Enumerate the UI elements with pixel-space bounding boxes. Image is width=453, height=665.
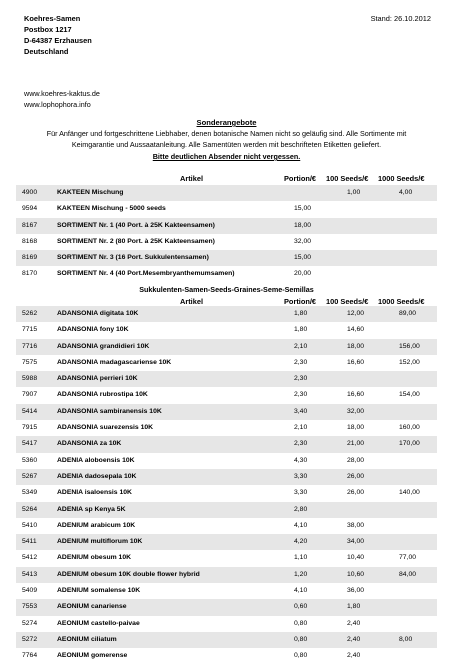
date-stamp: Stand: 26.10.2012 — [370, 14, 431, 23]
table-row: 5272 AEONIUM ciliatum 0,80 2,40 8,00 — [16, 632, 437, 648]
address-street: Postbox 1217 — [24, 25, 72, 34]
col-portion-2: Portion/€ — [284, 297, 317, 306]
table-row: 7715 ADANSONIA fony 10K 1,80 14,60 — [22, 326, 365, 334]
table-row: 7575 ADANSONIA madagascariense 10K 2,30 16,60 152,00 — [22, 358, 420, 366]
web-links — [24, 88, 100, 110]
address-city: D-64387 Erzhausen — [24, 36, 92, 45]
table-row: 8169 SORTIMENT Nr. 3 (16 Port. Sukkulentensamen) 15,00 — [16, 250, 437, 266]
offers-table — [16, 185, 437, 283]
offers-title: Sonderangebote — [196, 118, 257, 127]
col-100-seeds: 100 Seeds/€ — [326, 174, 369, 183]
address-country: Deutschland — [24, 47, 69, 56]
col-artikel: Artikel — [180, 174, 204, 183]
table-row: 5414 ADANSONIA sambiranensis 10K 3,40 32,00 — [16, 404, 437, 420]
table-row: 5988 ADANSONIA perrieri 10K 2,30 — [16, 371, 437, 387]
table-row: 5413 ADENIUM obesum 10K double flower hybrid 1,20 10,60 84,00 — [16, 567, 437, 583]
table-row: 7716 ADANSONIA grandidieri 10K 2,10 18,00 156,00 — [16, 339, 437, 355]
intro-line-2: Keimgarantie und Aussaatanleitung. Alle Samentüten werden mit beschrifteten Etiketten geliefert. — [71, 140, 382, 149]
table-row: 5264 ADENIA sp Kenya 5K 2,80 — [16, 502, 437, 518]
table-row: 5410 ADENIUM arabicum 10K 4,10 38,00 — [22, 521, 365, 529]
table-row: 5411 ADENIUM multiflorum 10K 4,20 34,00 — [16, 534, 437, 550]
table-row: 5360 ADENIA aloboensis 10K 4,30 28,00 — [22, 456, 365, 464]
website-link-1[interactable]: www.koehres-kaktus.de — [24, 89, 100, 98]
col-100-seeds-2: 100 Seeds/€ — [326, 297, 369, 306]
website-link-2[interactable]: www.lophophora.info — [24, 100, 91, 109]
table-row: 5349 ADENIA isaloensis 10K 3,30 26,00 140,00 — [22, 489, 420, 497]
table-row: 5417 ADANSONIA za 10K 2,30 21,00 170,00 — [16, 436, 437, 452]
table-row: 5412 ADENIUM obesum 10K 1,10 10,40 77,00 — [22, 554, 417, 562]
col-1000-seeds: 1000 Seeds/€ — [378, 174, 425, 183]
table-row: 5262 ADANSONIA digitata 10K 1,80 12,00 89,00 — [16, 306, 437, 322]
table-row: 7553 AEONIUM canariense 0,60 1,80 — [16, 599, 437, 615]
table-row: 5409 ADENIUM somalense 10K 4,10 36,00 — [22, 587, 365, 595]
table-row: 7764 AEONIUM gomerense 0,80 2,40 — [22, 652, 361, 660]
intro-line-3: Bitte deutlichen Absender nicht vergessen. — [152, 152, 301, 161]
company-address — [24, 13, 92, 57]
table-row: 7915 ADANSONIA suarezensis 10K 2,10 18,00 160,00 — [22, 424, 420, 432]
seeds-table — [16, 306, 437, 665]
table-row: 4900 KAKTEEN Mischung 1,00 4,00 — [16, 185, 437, 201]
company-name: Koehres-Samen — [24, 14, 81, 23]
table-row: 5274 AEONIUM castello-paivae 0,80 2,40 — [22, 619, 361, 627]
intro-line-1: Für Anfänger und fortgeschrittene Liebhaber, denen botanische Namen nicht so geläufig sind. Alle Sortimente mit — [46, 129, 407, 138]
table-row: 8167 SORTIMENT Nr. 1 (40 Port. à 25K Kakteensamen) 18,00 — [16, 218, 437, 234]
col-1000-seeds-2: 1000 Seeds/€ — [378, 297, 425, 306]
table-row: 8168 SORTIMENT Nr. 2 (80 Port. à 25K Kakteensamen) 32,00 — [22, 237, 312, 245]
section-title: Sukkulenten-Samen-Seeds-Graines-Seme-Semillas — [139, 285, 314, 294]
table-row: 5267 ADENIA dadosepala 10K 3,30 26,00 — [16, 469, 437, 485]
table-row: 8170 SORTIMENT Nr. 4 (40 Port.Mesembryanthemumsamen) 20,00 — [22, 270, 312, 278]
col-artikel-2: Artikel — [180, 297, 204, 306]
table-row: 9594 KAKTEEN Mischung - 5000 seeds 15,00 — [22, 205, 312, 213]
table-row: 7907 ADANSONIA rubrostipa 10K 2,30 16,60 154,00 — [22, 391, 420, 399]
col-portion: Portion/€ — [284, 174, 317, 183]
